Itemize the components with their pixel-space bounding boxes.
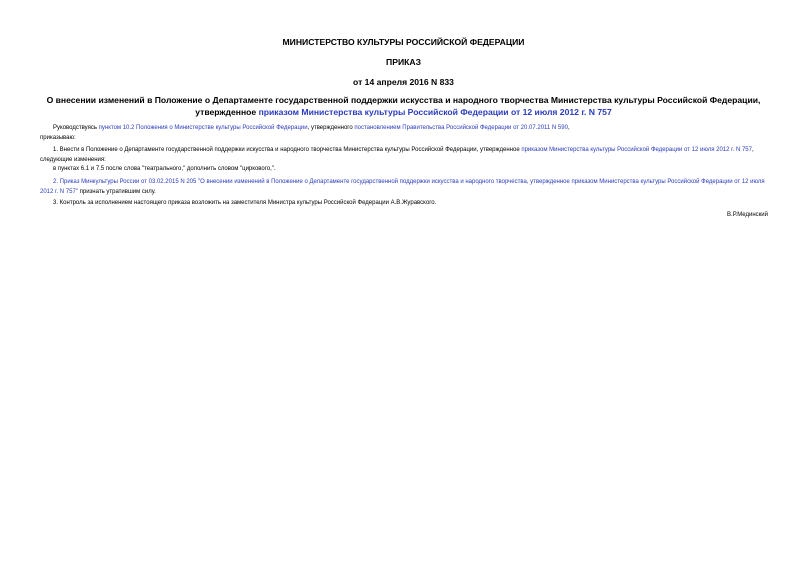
item-1-change: в пунктах 6.1 и 7.5 после слова "театрального," дополнить словом "циркового,". bbox=[53, 166, 276, 172]
item-1-order-link[interactable]: приказом Министерства культуры Российской Федерации от 12 июля 2012 г. N 757 bbox=[521, 147, 752, 153]
document-title bbox=[40, 95, 767, 118]
item-1-text-1: 1. Внести в Положение о Департаменте государственной поддержки искусства и народного творчества Министерства культуры Российской Федерации, утвержденное bbox=[53, 147, 522, 153]
signature: В.Р.Мединский bbox=[727, 212, 768, 218]
item-1 bbox=[40, 146, 768, 175]
preamble-paragraph bbox=[40, 124, 768, 143]
title-text: О внесении изменений в Положение о Департаменте государственной поддержки искусства и народного творчества Министерства культуры Российской Федерации, утвержденное bbox=[46, 95, 761, 117]
item-1-text-2: , следующие изменения: bbox=[40, 147, 754, 163]
preamble-text bbox=[40, 124, 768, 134]
item-2-order-link[interactable]: 2. Приказ Минкультуры России от 03.02.2015 N 205 "О внесении изменений в Положение о Департаменте государственной поддержки искусства и народного творчества, утвержденное приказом Министерства культуры Российской Федерации от 12 июля 2012 г. N 757" bbox=[40, 179, 765, 195]
document-type-heading: ПРИКАЗ bbox=[386, 57, 421, 67]
preamble-text-2: , утвержденного bbox=[307, 125, 355, 131]
item-2-text bbox=[40, 178, 768, 197]
government-resolution-link[interactable]: постановлением Правительства Российской Федерации от 20.07.2011 N 590 bbox=[354, 125, 568, 131]
ministry-heading: МИНИСТЕРСТВО КУЛЬТУРЫ РОССИЙСКОЙ ФЕДЕРАЦИИ bbox=[282, 37, 525, 47]
item-3 bbox=[40, 199, 768, 209]
regulation-clause-link[interactable]: пунктом 10.2 Положения о Министерстве культуры Российской Федерации bbox=[98, 125, 308, 131]
item-1-text bbox=[40, 146, 768, 165]
preamble-text-3: , bbox=[567, 125, 570, 131]
document-date-number: от 14 апреля 2016 N 833 bbox=[353, 77, 454, 87]
order-word: приказываю: bbox=[40, 134, 76, 141]
title-order-link[interactable]: приказом Министерства культуры Российской Федерации от 12 июля 2012 г. N 757 bbox=[258, 106, 612, 117]
item-3-text: 3. Контроль за исполнением настоящего приказа возложить на заместителя Министра культуры Российской Федерации А.В.Журавского. bbox=[53, 200, 437, 206]
preamble-text-1: Руководствуясь bbox=[53, 125, 99, 131]
item-2-text-1: признать утратившим силу. bbox=[77, 188, 156, 195]
item-2 bbox=[40, 178, 768, 197]
